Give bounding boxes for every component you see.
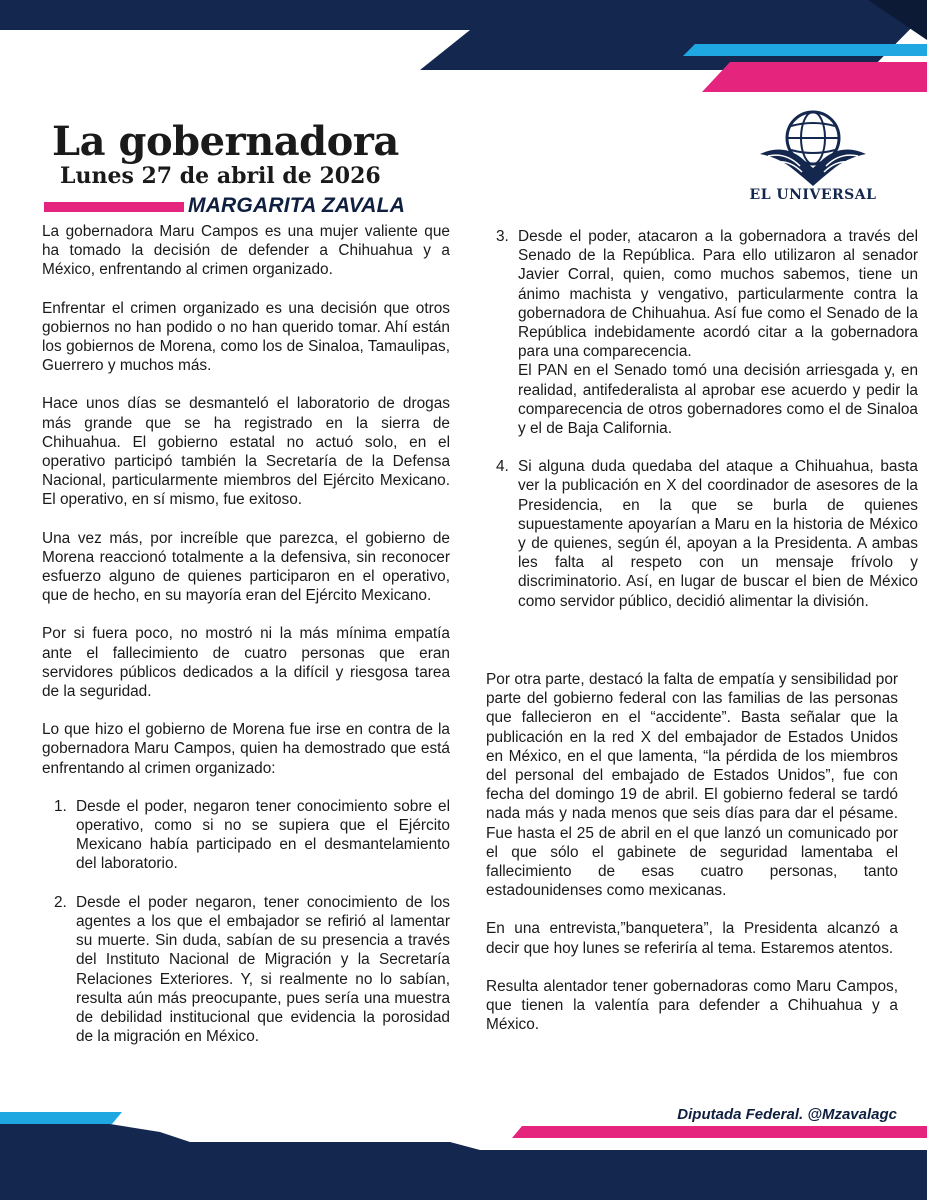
logo-text: EL UNIVERSAL (749, 187, 877, 203)
list-item-number: 4. (496, 458, 509, 476)
list-item (496, 227, 918, 438)
bottom-banner (0, 1100, 927, 1200)
paragraph: En una entrevista,”banquetera”, la Presidenta alcanzó a decir que hoy lunes se referiría al tema. Estaremos atentos. (486, 920, 898, 957)
bottom-pink-stripe (512, 1126, 927, 1138)
left-column (42, 222, 450, 1065)
list-item-text: Desde el poder negaron, tener conocimiento de los agentes a los que el embajador se refirió al lamentar su muerte. Sin duda, sabían de su presencia a través del Instituto Nacional de Migración y la Secretaría Relaciones Exteriores. Y, si realmente no lo sabían, resulta aún más preocupante, pues sería una muestra de debilidad institucional que evidencia la porosidad de la migración en México. (76, 893, 450, 1046)
author-name: MARGARITA ZAVALA (188, 194, 406, 217)
top-cyan-stripe (683, 44, 927, 56)
bottom-cyan-stripe (0, 1112, 122, 1124)
paragraph: Lo que hizo el gobierno de Morena fue irse en contra de la gobernadora Maru Campos, quien ha demostrado que está enfrentando al crimen organizado: (42, 721, 450, 777)
author-signature: Diputada Federal. @Mzavalagc (677, 1106, 897, 1123)
paragraph: Enfrentar el crimen organizado es una decisión que otros gobiernos no han podido o no han querido tomar. Ahí están los gobiernos de Morena, como los de Sinaloa, Tamaulipas, Guerrero y muchos más. (42, 299, 450, 375)
right-column-paragraphs (486, 670, 898, 1053)
list-item-text: Si alguna duda quedaba del ataque a Chihuahua, basta ver la publicación en X del coordinador de asesores de la Presidencia, en la que se burla de quienes supuestamente apoyarían a Maru en la historia de México y de quienes, según él, apoyan a la Presidenta. A ambas les falta al respeto con un mensaje frívolo y discriminatorio. Así, en lugar de buscar el bien de México como servidor público, decidió alimentar la división. (518, 458, 918, 610)
list-item-number: 3. (496, 228, 509, 245)
top-pink-stripe (702, 62, 927, 92)
list-item-text: Desde el poder, negaron tener conocimiento sobre el operativo, como si no se supiera que el Ejército Mexicano había participado en el desmantelamiento del laboratorio. (76, 797, 450, 873)
author-accent-bar (44, 202, 184, 212)
right-column-list (496, 227, 918, 630)
page-title: La gobernadora (52, 118, 399, 165)
bottom-navy-band (0, 1132, 927, 1200)
eagle-globe-icon (756, 106, 870, 196)
list-item-text-continued: El PAN en el Senado tomó una decisión arriesgada y, en realidad, antifederalista al aprobar ese acuerdo y pedir la comparecencia de otros gobernadores como el de Sinaloa y el de Baja California. (518, 362, 918, 438)
paragraph: Hace unos días se desmanteló el laboratorio de drogas más grande que se ha registrado en la sierra de Chihuahua. El gobierno estatal no actuó solo, en el operativo participó también la Secretaría de la Defensa Nacional, particularmente miembros del Ejército Mexicano. El operativo, en sí mismo, fue exitoso. (42, 395, 450, 509)
top-white-stripe (0, 30, 470, 44)
list-item (54, 797, 450, 874)
paragraph: Una vez más, por increíble que parezca, el gobierno de Morena reaccionó totalmente a la defensiva, sin reconocer esfuerzo alguno de quienes participaron en el operativo, que de hecho, en su mayoría eran del Ejército Mexicano. (42, 529, 450, 605)
bottom-navy-left-block (0, 1124, 160, 1132)
publication-date: Lunes 27 de abril de 2026 (60, 163, 381, 189)
top-banner (0, 0, 927, 100)
paragraph: La gobernadora Maru Campos es una mujer valiente que ha tomado la decisión de defender a Chihuahua y a México, enfrentando al crimen organizado. (42, 223, 450, 279)
list-item-number: 1. (54, 797, 67, 815)
list-item-number: 2. (54, 893, 67, 911)
paragraph: Por si fuera poco, no mostró ni la más mínima empatía ante el fallecimiento de cuatro personas que eran servidores públicos dedicados a la difícil y riesgosa tarea de la seguridad. (42, 625, 450, 701)
list-item-text: Desde el poder, atacaron a la gobernadora a través del Senado de la República. Para ello utilizaron al senador Javier Corral, quien, como muchos sabemos, tiene un ánimo machista y vengativo, particularmente contra la gobernadora de Chihuahua. Así fue como el Senado de la República indebidamente acordó citar a la gobernadora para una comparecencia. (518, 228, 918, 361)
paragraph: Resulta alentador tener gobernadoras como Maru Campos, que tienen la valentía para defender a Chihuahua y a México. (486, 977, 898, 1034)
list-item (496, 457, 918, 611)
list-item (54, 893, 450, 1047)
paragraph: Por otra parte, destacó la falta de empatía y sensibilidad por parte del gobierno federal con las familias de las personas que fallecieron en el “accidente”. Basta señalar que la publicación en la red X del embajador de Estados Unidos en México, en el que lamenta, “la pérdida de los miembros del personal del embajado de Estados Unidos”, fue con fecha del domingo 19 de abril. El gobierno federal se tardó nada más y nada menos que seis días para dar el pésame. Fue hasta el 25 de abril en el que lanzó un comunicado por el que sólo el gabinete de seguridad lamentaba el fallecimiento de esas cuatro personas, tanto estadounidenses como mexicanas. (486, 671, 898, 900)
